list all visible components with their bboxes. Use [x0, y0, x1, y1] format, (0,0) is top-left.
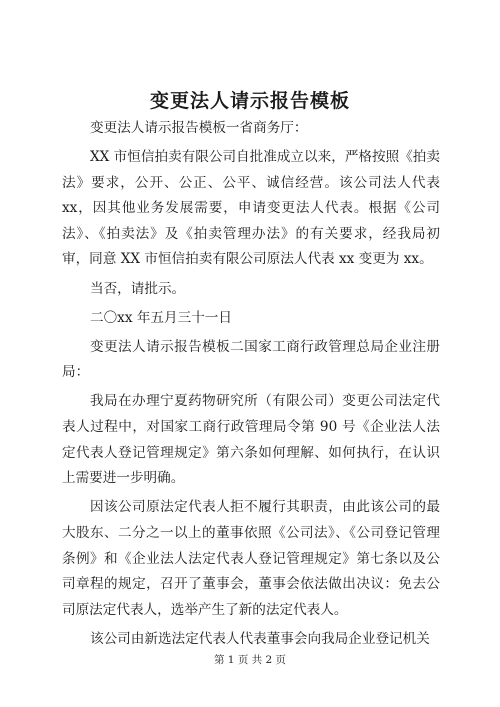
- document-title: 变更法人请示报告模板: [149, 90, 350, 112]
- template-two-heading: 变更法人请示报告模板二国家工商行政管理总局企业注册局：: [62, 338, 440, 381]
- date-line: 二〇xx 年五月三十一日: [90, 309, 232, 326]
- body-paragraph-2: 我局在办理宁夏药物研究所（有限公司）变更公司法定代表人过程中，对国家工商行政管理局令第 90 号《企业法人法定代表人登记管理规定》第六条如何理解、如何执行，在认识上需要进一步明确。: [62, 393, 440, 487]
- document-body: [62, 116, 440, 652]
- body-paragraph-3: 因该公司原法定代表人拒不履行其职责，由此该公司的最大股东、二分之一以上的董事依照《公司法》、《公司登记管理条例》和《企业法人法定代表人登记管理规定》第七条以及公司章程的规定，召开了董事会，董事会依法做出决议：免去公司原法定代表人，选举产生了新的法定代表人。: [62, 499, 440, 618]
- salutation-paragraph: 变更法人请示报告模板一省商务厅：: [90, 120, 308, 136]
- body-paragraph-1: XX 市恒信拍卖有限公司自批准成立以来，严格按照《拍卖法》要求，公开、公正、公平、诚信经营。该公司法人代表 xx，因其他业务发展需要，申请变更法人代表。根据《公司法》、《拍卖法》及《拍卖管理办法》的有关要求，经我局初审，同意 XX 市恒信拍卖有限公司原法人代表 xx 变更为 xx。: [62, 149, 440, 268]
- closing-paragraph: 当否，请批示。: [90, 280, 186, 297]
- page-footer: 第 1 页 共 2 页: [213, 654, 287, 666]
- body-paragraph-4: 该公司由新选法定代表人代表董事会向我局企业登记机关: [90, 630, 430, 647]
